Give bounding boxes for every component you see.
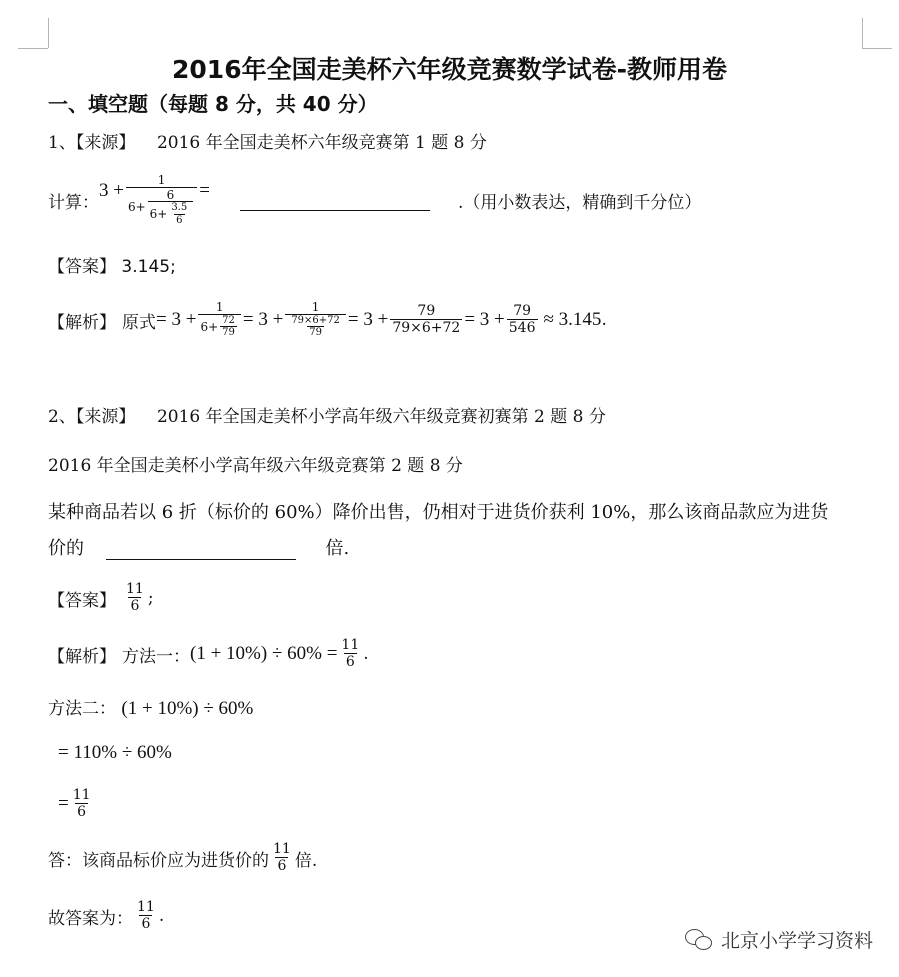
q1-step5-end: .: [601, 310, 607, 330]
q2-method2-fraction: [71, 788, 93, 819]
q2-final-denominator: 6: [141, 916, 151, 932]
q1-step2-inner-num: 79×6+72: [291, 314, 340, 326]
q2-conclusion-end: 倍.: [294, 850, 318, 871]
q1-analysis-label: 【解析】: [48, 312, 116, 333]
q2-method2-step2-eq: =: [58, 793, 69, 814]
q2-method1: [48, 634, 369, 674]
q1-step4: = 3 +: [464, 309, 505, 330]
q2-answer-end: ;: [147, 588, 154, 608]
q2-source-label: 2、【来源】: [48, 407, 136, 427]
q1-step5: ≈ 3.145: [543, 309, 602, 330]
q1-step3: = 3 +: [347, 309, 389, 330]
q2-method1-fraction: [339, 638, 361, 669]
q1-innermost-numerator: 3.5: [171, 202, 188, 214]
q1-step2-inner-den: 79: [309, 327, 322, 339]
q2-method2-expr: (1 + 10%) ÷ 60%: [121, 698, 254, 719]
watermark: [685, 926, 873, 953]
q1-step3-denominator: 79×6+72: [392, 320, 461, 336]
q2-analysis-label: 【解析】: [48, 646, 116, 667]
q1-step1-den-a: 6+: [200, 320, 219, 334]
watermark-text: 北京小学学习资料: [720, 930, 873, 952]
q2-conclusion-fraction: [271, 842, 293, 873]
q2-answer-denominator: 6: [130, 598, 140, 614]
q2-answer-label: 【答案】: [48, 590, 116, 611]
q1-source-text: 2016 年全国走美杯六年级竞赛第 1 题 8 分: [156, 133, 487, 153]
q1-step1-fraction: [198, 301, 240, 339]
q2-conclusion-numerator: 11: [273, 841, 291, 858]
q2-method2: [48, 694, 253, 720]
q2-method1-expr: (1 + 10%) ÷ 60% =: [190, 643, 338, 664]
q2-final-numerator: 11: [137, 899, 155, 916]
q2-method2-step1: = 110% ÷ 60%: [58, 742, 172, 763]
q1-source-label: 1、【来源】: [48, 133, 136, 153]
q2-source: [48, 402, 606, 427]
q2-conclusion-text: 答：该商品标价应为进货价的: [48, 850, 269, 871]
q1-inner-den-a: 6+: [149, 207, 168, 222]
q1-fraction-numerator: 1: [157, 172, 166, 187]
q1-step1-inner-num: 72: [222, 314, 235, 326]
q1-prompt-label: 计算：: [48, 192, 99, 213]
q2-method1-denominator: 6: [345, 654, 355, 670]
q2-method2-numerator: 11: [72, 787, 91, 804]
q2-final-end: .: [158, 906, 165, 926]
q2-question-line2-a: 价的: [48, 538, 84, 559]
q1-step4-fraction: [507, 304, 538, 335]
q1-source: [48, 128, 487, 153]
q2-question-line2-b: 倍.: [325, 538, 350, 559]
q2-final-fraction: [135, 900, 157, 931]
q2-source-text: 2016 年全国走美杯小学高年级六年级竞赛初赛第 2 题 8 分: [156, 407, 606, 427]
q2-final-answer: [48, 896, 164, 936]
q2-answer-fraction: [124, 582, 146, 613]
q1-inner-numerator: 6: [166, 187, 175, 202]
q2-method1-numerator: 11: [341, 637, 360, 654]
q1-step4-numerator: 79: [513, 303, 532, 320]
q2-method1-end: .: [363, 644, 369, 664]
q1-answer-label: 【答案】: [48, 257, 116, 277]
q2-source-line2: 2016 年全国走美杯小学高年级六年级竞赛第 2 题 8 分: [48, 456, 463, 476]
q1-step1: = 3 +: [156, 309, 197, 330]
q1-prompt: [48, 168, 701, 232]
q2-method2-label: 方法二：: [48, 699, 116, 719]
q2-method2-step2: [58, 784, 95, 824]
q1-step2-fraction: [285, 301, 346, 339]
q1-continued-fraction: [126, 174, 197, 226]
q2-method2-denominator: 6: [77, 804, 87, 820]
q1-step4-denominator: 546: [508, 320, 536, 336]
q2-conclusion: [48, 838, 317, 878]
q2-answer-blank[interactable]: [106, 539, 296, 560]
q1-answer: [48, 252, 176, 277]
q1-step2: = 3 +: [242, 309, 284, 330]
q1-analysis: [48, 296, 607, 344]
q1-answer-value: 3.145;: [121, 257, 176, 277]
q2-final-label: 故答案为：: [48, 908, 133, 929]
section-heading: 一、填空题（每题 8 分，共 40 分）: [48, 92, 378, 116]
q1-step1-numerator: 1: [215, 300, 224, 315]
q2-conclusion-denominator: 6: [277, 858, 287, 874]
q2-question-line2: [48, 534, 349, 560]
q1-step3-numerator: 79: [417, 303, 436, 320]
q1-hint: .（用小数表达，精确到千分位）: [458, 192, 702, 213]
q2-answer-numerator: 11: [126, 581, 144, 598]
q1-step2-numerator: 1: [311, 300, 320, 315]
q1-step3-fraction: [390, 304, 462, 335]
q2-method1-label: 方法一：: [122, 646, 190, 667]
q2-answer: [48, 578, 154, 618]
q1-analysis-lead: 原式: [122, 312, 156, 333]
q1-fraction-den-a: 6+: [127, 200, 146, 214]
page-title: 2016年全国走美杯六年级竞赛数学试卷-教师用卷: [172, 55, 727, 84]
q1-expr-lead: 3 +: [99, 180, 124, 201]
wechat-icon: [685, 929, 715, 951]
q1-innermost-denominator: 6: [176, 214, 183, 226]
q2-question-line1: 某种商品若以 6 折（标价的 60%）降价出售，仍相对于进货价获利 10%，那么该商品款应为进货: [48, 502, 829, 523]
q1-step1-inner-den: 79: [222, 327, 235, 339]
q1-answer-blank[interactable]: [240, 190, 430, 211]
q1-equals: =: [199, 180, 210, 201]
